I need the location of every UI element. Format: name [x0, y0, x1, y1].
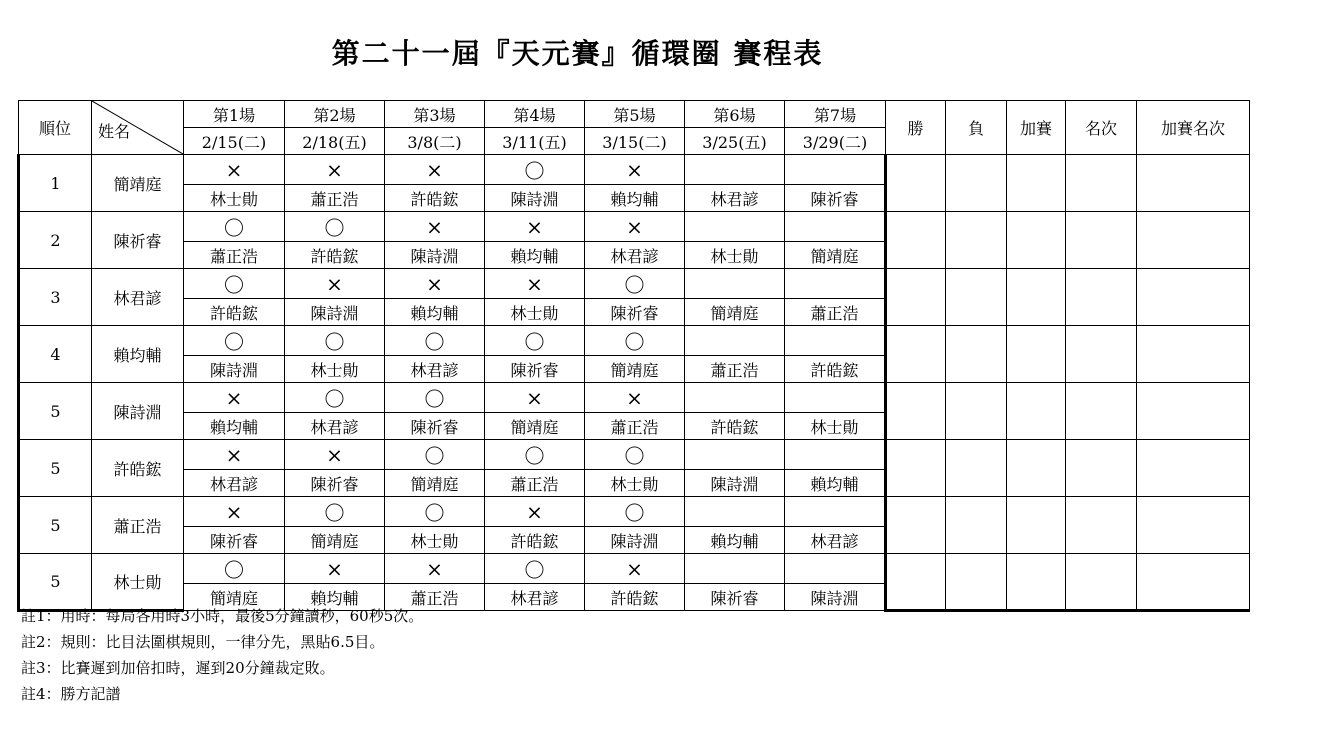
- game-opponent: 許皓鋐: [385, 185, 485, 212]
- game-result: ×: [285, 440, 385, 470]
- game-result: ×: [385, 155, 485, 185]
- game-opponent: 蕭正浩: [685, 356, 785, 383]
- header-rank: 順位: [19, 101, 92, 155]
- player-rank: 4: [19, 326, 92, 383]
- place-cell: [1066, 326, 1137, 383]
- playoff-cell: [1007, 383, 1066, 440]
- game-result: 〇: [184, 269, 285, 299]
- loss-cell: [946, 554, 1007, 611]
- playoff-place-cell: [1137, 554, 1250, 611]
- game-result: 〇: [385, 383, 485, 413]
- game-opponent: 林士勛: [385, 527, 485, 554]
- game-result: ×: [285, 269, 385, 299]
- game-result: 〇: [285, 383, 385, 413]
- round-date: 3/29(二): [785, 128, 886, 155]
- game-result: ×: [485, 269, 585, 299]
- game-opponent: 蕭正浩: [585, 413, 685, 440]
- round-label: 第6場: [685, 101, 785, 128]
- game-opponent: 賴均輔: [785, 470, 886, 497]
- game-opponent: 陳詩淵: [485, 185, 585, 212]
- game-opponent: 蕭正浩: [285, 185, 385, 212]
- loss-cell: [946, 326, 1007, 383]
- game-result: 〇: [485, 155, 585, 185]
- player-rank: 5: [19, 440, 92, 497]
- player-rank: 5: [19, 497, 92, 554]
- game-opponent: 林君諺: [785, 527, 886, 554]
- game-result: ×: [385, 554, 485, 584]
- game-result: [685, 269, 785, 299]
- place-cell: [1066, 440, 1137, 497]
- game-result: 〇: [485, 326, 585, 356]
- playoff-place-cell: [1137, 269, 1250, 326]
- game-result: ×: [184, 155, 285, 185]
- game-opponent: 簡靖庭: [585, 356, 685, 383]
- game-result: 〇: [485, 440, 585, 470]
- game-result: [785, 155, 886, 185]
- playoff-place-cell: [1137, 155, 1250, 212]
- playoff-place-cell: [1137, 440, 1250, 497]
- game-opponent: 簡靖庭: [485, 413, 585, 440]
- game-result: 〇: [585, 269, 685, 299]
- game-opponent: 陳祈睿: [285, 470, 385, 497]
- player-name: 林君諺: [92, 269, 184, 326]
- player-row: [19, 497, 1250, 527]
- game-result: 〇: [184, 326, 285, 356]
- playoff-cell: [1007, 155, 1066, 212]
- game-result: 〇: [585, 440, 685, 470]
- game-opponent: 賴均輔: [585, 185, 685, 212]
- player-rank: 3: [19, 269, 92, 326]
- round-label: 第1場: [184, 101, 285, 128]
- game-opponent: 簡靖庭: [785, 242, 886, 269]
- game-result: [785, 326, 886, 356]
- win-cell: [886, 440, 946, 497]
- game-opponent: 陳詩淵: [585, 527, 685, 554]
- game-opponent: 林君諺: [685, 185, 785, 212]
- game-opponent: 許皓鋐: [485, 527, 585, 554]
- place-cell: [1066, 155, 1137, 212]
- game-result: 〇: [585, 326, 685, 356]
- playoff-place-cell: [1137, 497, 1250, 554]
- round-label: 第3場: [385, 101, 485, 128]
- player-name: 簡靖庭: [92, 155, 184, 212]
- round-label: 第2場: [285, 101, 385, 128]
- loss-cell: [946, 155, 1007, 212]
- player-name: 賴均輔: [92, 326, 184, 383]
- player-name: 蕭正浩: [92, 497, 184, 554]
- game-opponent: 林士勛: [485, 299, 585, 326]
- playoff-cell: [1007, 554, 1066, 611]
- playoff-place-cell: [1137, 326, 1250, 383]
- game-opponent: 陳詩淵: [285, 299, 385, 326]
- playoff-cell: [1007, 269, 1066, 326]
- note: 註1：用時：每局各用時3小時，最後5分鐘讀秒，60秒5次。: [21, 607, 424, 625]
- round-date: 3/11(五): [485, 128, 585, 155]
- round-date: 3/25(五): [685, 128, 785, 155]
- game-opponent: 林士勛: [785, 413, 886, 440]
- game-opponent: 陳祈睿: [184, 527, 285, 554]
- game-opponent: 陳詩淵: [385, 242, 485, 269]
- game-result: 〇: [184, 554, 285, 584]
- game-opponent: 許皓鋐: [685, 413, 785, 440]
- game-result: [685, 326, 785, 356]
- loss-cell: [946, 383, 1007, 440]
- header-win: 勝: [886, 101, 946, 155]
- game-result: [685, 440, 785, 470]
- game-opponent: 蕭正浩: [485, 470, 585, 497]
- game-opponent: 賴均輔: [184, 413, 285, 440]
- header-name: [92, 101, 184, 155]
- game-opponent: 林君諺: [285, 413, 385, 440]
- round-label: 第4場: [485, 101, 585, 128]
- game-opponent: 賴均輔: [685, 527, 785, 554]
- game-opponent: 許皓鋐: [184, 299, 285, 326]
- win-cell: [886, 554, 946, 611]
- header-place: 名次: [1066, 101, 1137, 155]
- player-row: [19, 155, 1250, 185]
- header-loss: 負: [946, 101, 1007, 155]
- game-result: ×: [184, 497, 285, 527]
- game-result: ×: [585, 212, 685, 242]
- game-opponent: 簡靖庭: [285, 527, 385, 554]
- game-result: [685, 554, 785, 584]
- game-result: 〇: [485, 554, 585, 584]
- playoff-cell: [1007, 212, 1066, 269]
- game-opponent: 許皓鋐: [285, 242, 385, 269]
- playoff-cell: [1007, 326, 1066, 383]
- player-row: [19, 212, 1250, 242]
- place-cell: [1066, 269, 1137, 326]
- game-opponent: 陳祈睿: [485, 356, 585, 383]
- playoff-cell: [1007, 440, 1066, 497]
- place-cell: [1066, 383, 1137, 440]
- round-date: 2/18(五): [285, 128, 385, 155]
- note: 註4：勝方記譜: [21, 685, 121, 703]
- game-result: [785, 440, 886, 470]
- game-result: 〇: [285, 212, 385, 242]
- game-result: 〇: [385, 497, 485, 527]
- game-result: 〇: [184, 212, 285, 242]
- loss-cell: [946, 497, 1007, 554]
- win-cell: [886, 383, 946, 440]
- player-rank: 1: [19, 155, 92, 212]
- page-title: 第二十一屆『天元賽』循環圈 賽程表: [331, 37, 824, 70]
- game-result: ×: [585, 155, 685, 185]
- round-label: 第7場: [785, 101, 886, 128]
- player-row: [19, 440, 1250, 470]
- game-result: [785, 554, 886, 584]
- player-rank: 5: [19, 383, 92, 440]
- game-opponent: 林士勛: [685, 242, 785, 269]
- place-cell: [1066, 212, 1137, 269]
- player-name: 林士勛: [92, 554, 184, 611]
- game-opponent: 簡靖庭: [385, 470, 485, 497]
- game-result: ×: [485, 383, 585, 413]
- win-cell: [886, 155, 946, 212]
- game-result: ×: [184, 440, 285, 470]
- game-result: 〇: [385, 326, 485, 356]
- game-result: ×: [285, 155, 385, 185]
- player-row: [19, 383, 1250, 413]
- player-row: [19, 326, 1250, 356]
- loss-cell: [946, 440, 1007, 497]
- game-result: ×: [184, 383, 285, 413]
- game-result: 〇: [285, 326, 385, 356]
- player-rank: 5: [19, 554, 92, 611]
- game-result: ×: [585, 383, 685, 413]
- header-playoff-place: 加賽名次: [1137, 101, 1250, 155]
- win-cell: [886, 269, 946, 326]
- game-opponent: 陳詩淵: [785, 584, 886, 611]
- player-row: [19, 269, 1250, 299]
- player-name: 陳詩淵: [92, 383, 184, 440]
- game-opponent: 陳祈睿: [385, 413, 485, 440]
- round-date: 3/15(二): [585, 128, 685, 155]
- win-cell: [886, 212, 946, 269]
- note: 註3：比賽遲到加倍扣時，遲到20分鐘裁定敗。: [21, 659, 335, 677]
- game-opponent: 林士勛: [585, 470, 685, 497]
- playoff-cell: [1007, 497, 1066, 554]
- note: 註2：規則：比目法圍棋規則，一律分先，黑貼6.5目。: [21, 633, 385, 651]
- game-opponent: 林士勛: [184, 185, 285, 212]
- player-name: 許皓鋐: [92, 440, 184, 497]
- game-result: ×: [385, 212, 485, 242]
- place-cell: [1066, 497, 1137, 554]
- game-opponent: 林君諺: [184, 470, 285, 497]
- notes: [21, 603, 423, 707]
- game-result: [685, 383, 785, 413]
- game-opponent: 許皓鋐: [785, 356, 886, 383]
- game-result: [685, 212, 785, 242]
- header-playoff: 加賽: [1007, 101, 1066, 155]
- game-result: [785, 269, 886, 299]
- game-opponent: 林士勛: [285, 356, 385, 383]
- game-opponent: 簡靖庭: [685, 299, 785, 326]
- game-result: 〇: [585, 497, 685, 527]
- game-opponent: 蕭正浩: [184, 242, 285, 269]
- game-opponent: 賴均輔: [485, 242, 585, 269]
- win-cell: [886, 326, 946, 383]
- header-name-label: 姓名: [98, 122, 131, 141]
- game-opponent: 林君諺: [485, 584, 585, 611]
- playoff-place-cell: [1137, 383, 1250, 440]
- game-result: [685, 497, 785, 527]
- game-result: [785, 212, 886, 242]
- game-result: [785, 383, 886, 413]
- game-result: ×: [285, 554, 385, 584]
- loss-cell: [946, 269, 1007, 326]
- round-date: 3/8(二): [385, 128, 485, 155]
- game-result: 〇: [285, 497, 385, 527]
- game-opponent: 蕭正浩: [785, 299, 886, 326]
- game-opponent: 陳詩淵: [685, 470, 785, 497]
- game-opponent: 陳詩淵: [184, 356, 285, 383]
- game-opponent: 陳祈睿: [585, 299, 685, 326]
- loss-cell: [946, 212, 1007, 269]
- game-opponent: 簡靖庭: [184, 584, 285, 611]
- game-result: [785, 497, 886, 527]
- game-result: ×: [585, 554, 685, 584]
- game-opponent: 賴均輔: [385, 299, 485, 326]
- game-opponent: 賴均輔: [285, 584, 385, 611]
- player-rank: 2: [19, 212, 92, 269]
- place-cell: [1066, 554, 1137, 611]
- schedule-table: [17, 100, 1250, 612]
- game-result: ×: [485, 212, 585, 242]
- game-opponent: 許皓鋐: [585, 584, 685, 611]
- game-result: [685, 155, 785, 185]
- win-cell: [886, 497, 946, 554]
- game-opponent: 陳祈睿: [685, 584, 785, 611]
- game-opponent: 林君諺: [585, 242, 685, 269]
- game-opponent: 陳祈睿: [785, 185, 886, 212]
- game-result: ×: [485, 497, 585, 527]
- game-result: 〇: [385, 440, 485, 470]
- player-row: [19, 554, 1250, 584]
- playoff-place-cell: [1137, 212, 1250, 269]
- game-result: ×: [385, 269, 485, 299]
- round-date: 2/15(二): [184, 128, 285, 155]
- game-opponent: 蕭正浩: [385, 584, 485, 611]
- player-name: 陳祈睿: [92, 212, 184, 269]
- game-opponent: 林君諺: [385, 356, 485, 383]
- round-label: 第5場: [585, 101, 685, 128]
